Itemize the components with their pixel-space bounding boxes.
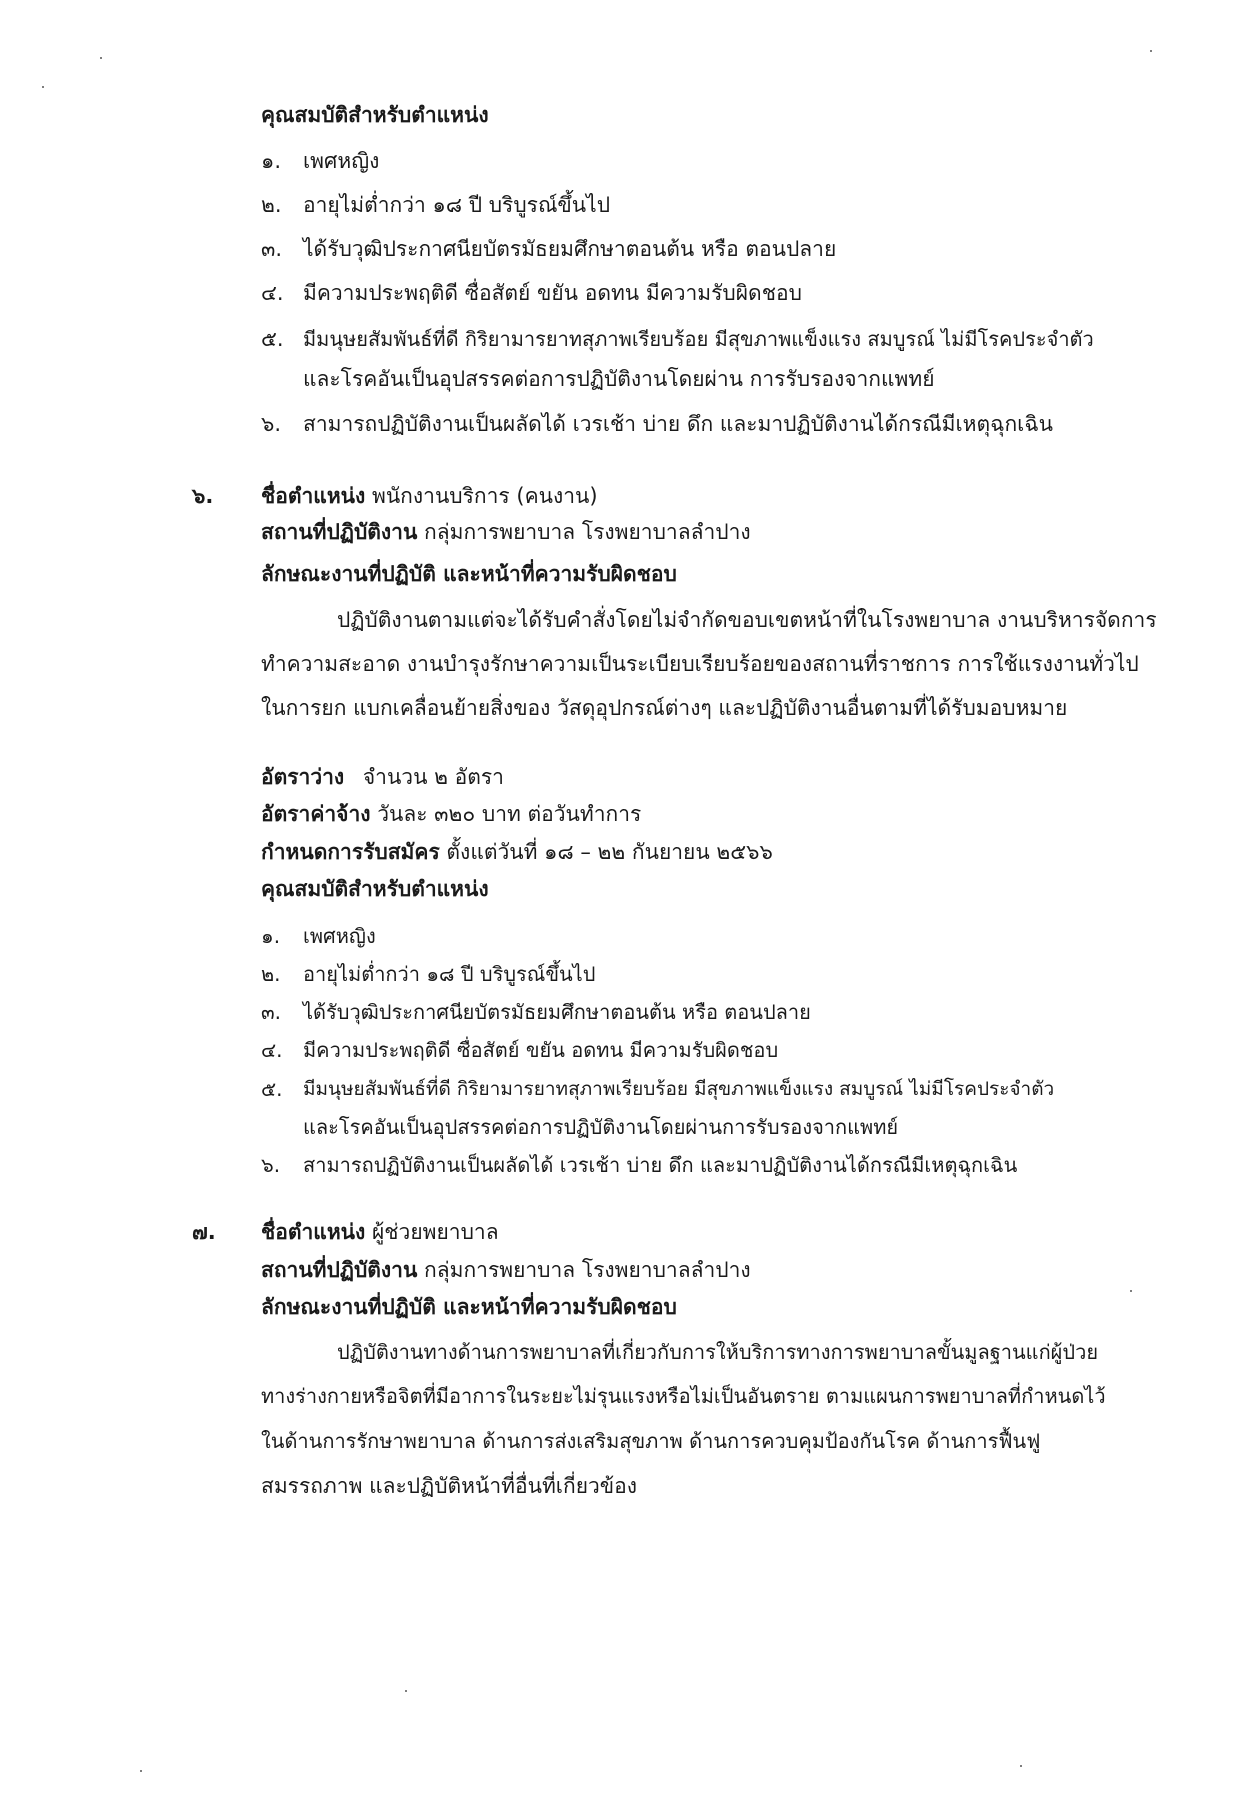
scan-speck: [405, 1690, 407, 1692]
duties-paragraph-line: ในการยก แบกเคลื่อนย้ายสิ่งของ วัสดุอุปกรณ์ต่างๆ และปฏิบัติงานอื่นตามที่ได้รับมอบหมาย: [261, 696, 1068, 720]
list-item: ได้รับวุฒิประกาศนียบัตรมัธยมศึกษาตอนต้น หรือ ตอนปลาย: [303, 1000, 811, 1024]
position-line: [261, 482, 598, 510]
duties-paragraph-line: สมรรถภาพ และปฏิบัติหน้าที่อื่นที่เกี่ยวข้อง: [261, 1474, 638, 1498]
scan-speck: [42, 86, 44, 88]
position-value: พนักงานบริการ (คนงาน): [371, 484, 598, 508]
list-item: มีความประพฤติดี ซื่อสัตย์ ขยัน อดทน มีความรับผิดชอบ: [303, 281, 802, 305]
list-item: สามารถปฏิบัติงานเป็นผลัดได้ เวรเช้า บ่าย ดึก และมาปฏิบัติงานได้กรณีมีเหตุฉุกเฉิน: [303, 1153, 1018, 1177]
qualifications-heading: คุณสมบัติสำหรับตำแหน่ง: [261, 103, 489, 127]
list-item-number: ๕.: [261, 327, 284, 351]
list-item-number: ๔.: [261, 1038, 283, 1062]
duties-paragraph-line: ทางร่างกายหรือจิตที่มีอาการในระยะไม่รุนแรงหรือไม่เป็นอันตราย ตามแผนการพยาบาลที่กำหนดไว้: [261, 1384, 1106, 1408]
list-item: มีความประพฤติดี ซื่อสัตย์ ขยัน อดทน มีความรับผิดชอบ: [303, 1038, 779, 1062]
list-item-number: ๒.: [261, 962, 281, 986]
list-item-continuation: และโรคอันเป็นอุปสรรคต่อการปฏิบัติงานโดยผ่านการรับรองจากแพทย์: [303, 1115, 899, 1139]
list-item-number: ๑.: [261, 149, 282, 173]
wage-line: [261, 800, 641, 828]
deadline-line: [261, 838, 773, 866]
workplace-value: กลุ่มการพยาบาล โรงพยาบาลลำปาง: [424, 520, 751, 544]
deadline-value: ตั้งแต่วันที่ ๑๘ – ๒๒ กันยายน ๒๕๖๖: [446, 840, 773, 864]
list-item: เพศหญิง: [303, 924, 376, 948]
list-item: เพศหญิง: [303, 149, 380, 173]
list-item-number: ๓.: [261, 237, 283, 261]
position-label: ชื่อตำแหน่ง: [261, 1220, 366, 1244]
list-item-number: ๖.: [261, 1153, 281, 1177]
list-item-number: ๑.: [261, 924, 281, 948]
scan-speck: [1130, 1290, 1132, 1292]
list-item: อายุไม่ต่ำกว่า ๑๘ ปี บริบูรณ์ขึ้นไป: [303, 962, 596, 986]
workplace-value: กลุ่มการพยาบาล โรงพยาบาลลำปาง: [424, 1258, 751, 1282]
qualifications-heading: คุณสมบัติสำหรับตำแหน่ง: [261, 877, 489, 901]
scan-speck: [1020, 1765, 1022, 1767]
list-item: มีมนุษยสัมพันธ์ที่ดี กิริยามารยาทสุภาพเรียบร้อย มีสุขภาพแข็งแรง สมบูรณ์ ไม่มีโรคประจำตัว: [303, 327, 1094, 351]
position-value: ผู้ช่วยพยาบาล: [371, 1220, 499, 1244]
position-label: ชื่อตำแหน่ง: [261, 484, 366, 508]
duties-heading: ลักษณะงานที่ปฏิบัติ และหน้าที่ความรับผิดชอบ: [261, 1295, 677, 1319]
list-item: มีมนุษยสัมพันธ์ที่ดี กิริยามารยาทสุภาพเรียบร้อย มีสุขภาพแข็งแรง สมบูรณ์ ไม่มีโรคประจำตัว: [303, 1078, 1055, 1100]
scan-speck: [100, 57, 102, 59]
list-item-number: ๕.: [261, 1077, 283, 1101]
scan-speck: [1150, 50, 1152, 52]
position-line: [261, 1218, 499, 1246]
deadline-label: กำหนดการรับสมัคร: [261, 840, 440, 864]
duties-heading: ลักษณะงานที่ปฏิบัติ และหน้าที่ความรับผิดชอบ: [261, 562, 677, 586]
list-item-number: ๖.: [261, 412, 282, 436]
section-number: ๖.: [192, 484, 214, 508]
section-number: ๗.: [192, 1220, 216, 1244]
list-item-number: ๒.: [261, 193, 282, 217]
workplace-line: [261, 518, 751, 546]
scan-speck: [140, 1770, 142, 1772]
duties-paragraph-line: ปฏิบัติงานทางด้านการพยาบาลที่เกี่ยวกับการให้บริการทางการพยาบาลขั้นมูลฐานแก่ผู้ป่วย: [337, 1340, 1099, 1364]
list-item: ได้รับวุฒิประกาศนียบัตรมัธยมศึกษาตอนต้น หรือ ตอนปลาย: [303, 237, 837, 261]
vacancy-label: อัตราว่าง: [261, 765, 345, 789]
duties-paragraph-line: ทำความสะอาด งานบำรุงรักษาความเป็นระเบียบเรียบร้อยของสถานที่ราชการ การใช้แรงงานทั่วไป: [261, 652, 1139, 676]
list-item: สามารถปฏิบัติงานเป็นผลัดได้ เวรเช้า บ่าย ดึก และมาปฏิบัติงานได้กรณีมีเหตุฉุกเฉิน: [303, 412, 1054, 436]
wage-value: วันละ ๓๒๐ บาท ต่อวันทำการ: [377, 802, 642, 826]
duties-paragraph-line: ปฏิบัติงานตามแต่จะได้รับคำสั่งโดยไม่จำกัดขอบเขตหน้าที่ในโรงพยาบาล งานบริหารจัดการ: [337, 608, 1157, 632]
duties-paragraph-line: ในด้านการรักษาพยาบาล ด้านการส่งเสริมสุขภาพ ด้านการควบคุมป้องกันโรค ด้านการฟื้นฟู: [261, 1429, 1041, 1453]
list-item: อายุไม่ต่ำกว่า ๑๘ ปี บริบูรณ์ขึ้นไป: [303, 193, 611, 217]
vacancy-value: จำนวน ๒ อัตรา: [362, 765, 504, 789]
list-item-continuation: และโรคอันเป็นอุปสรรคต่อการปฏิบัติงานโดยผ่าน การรับรองจากแพทย์: [303, 367, 935, 391]
list-item-number: ๓.: [261, 1000, 282, 1024]
list-item-number: ๔.: [261, 281, 284, 305]
vacancy-line: [261, 763, 504, 791]
workplace-line: [261, 1256, 751, 1284]
wage-label: อัตราค่าจ้าง: [261, 802, 371, 826]
workplace-label: สถานที่ปฏิบัติงาน: [261, 1258, 418, 1282]
workplace-label: สถานที่ปฏิบัติงาน: [261, 520, 418, 544]
